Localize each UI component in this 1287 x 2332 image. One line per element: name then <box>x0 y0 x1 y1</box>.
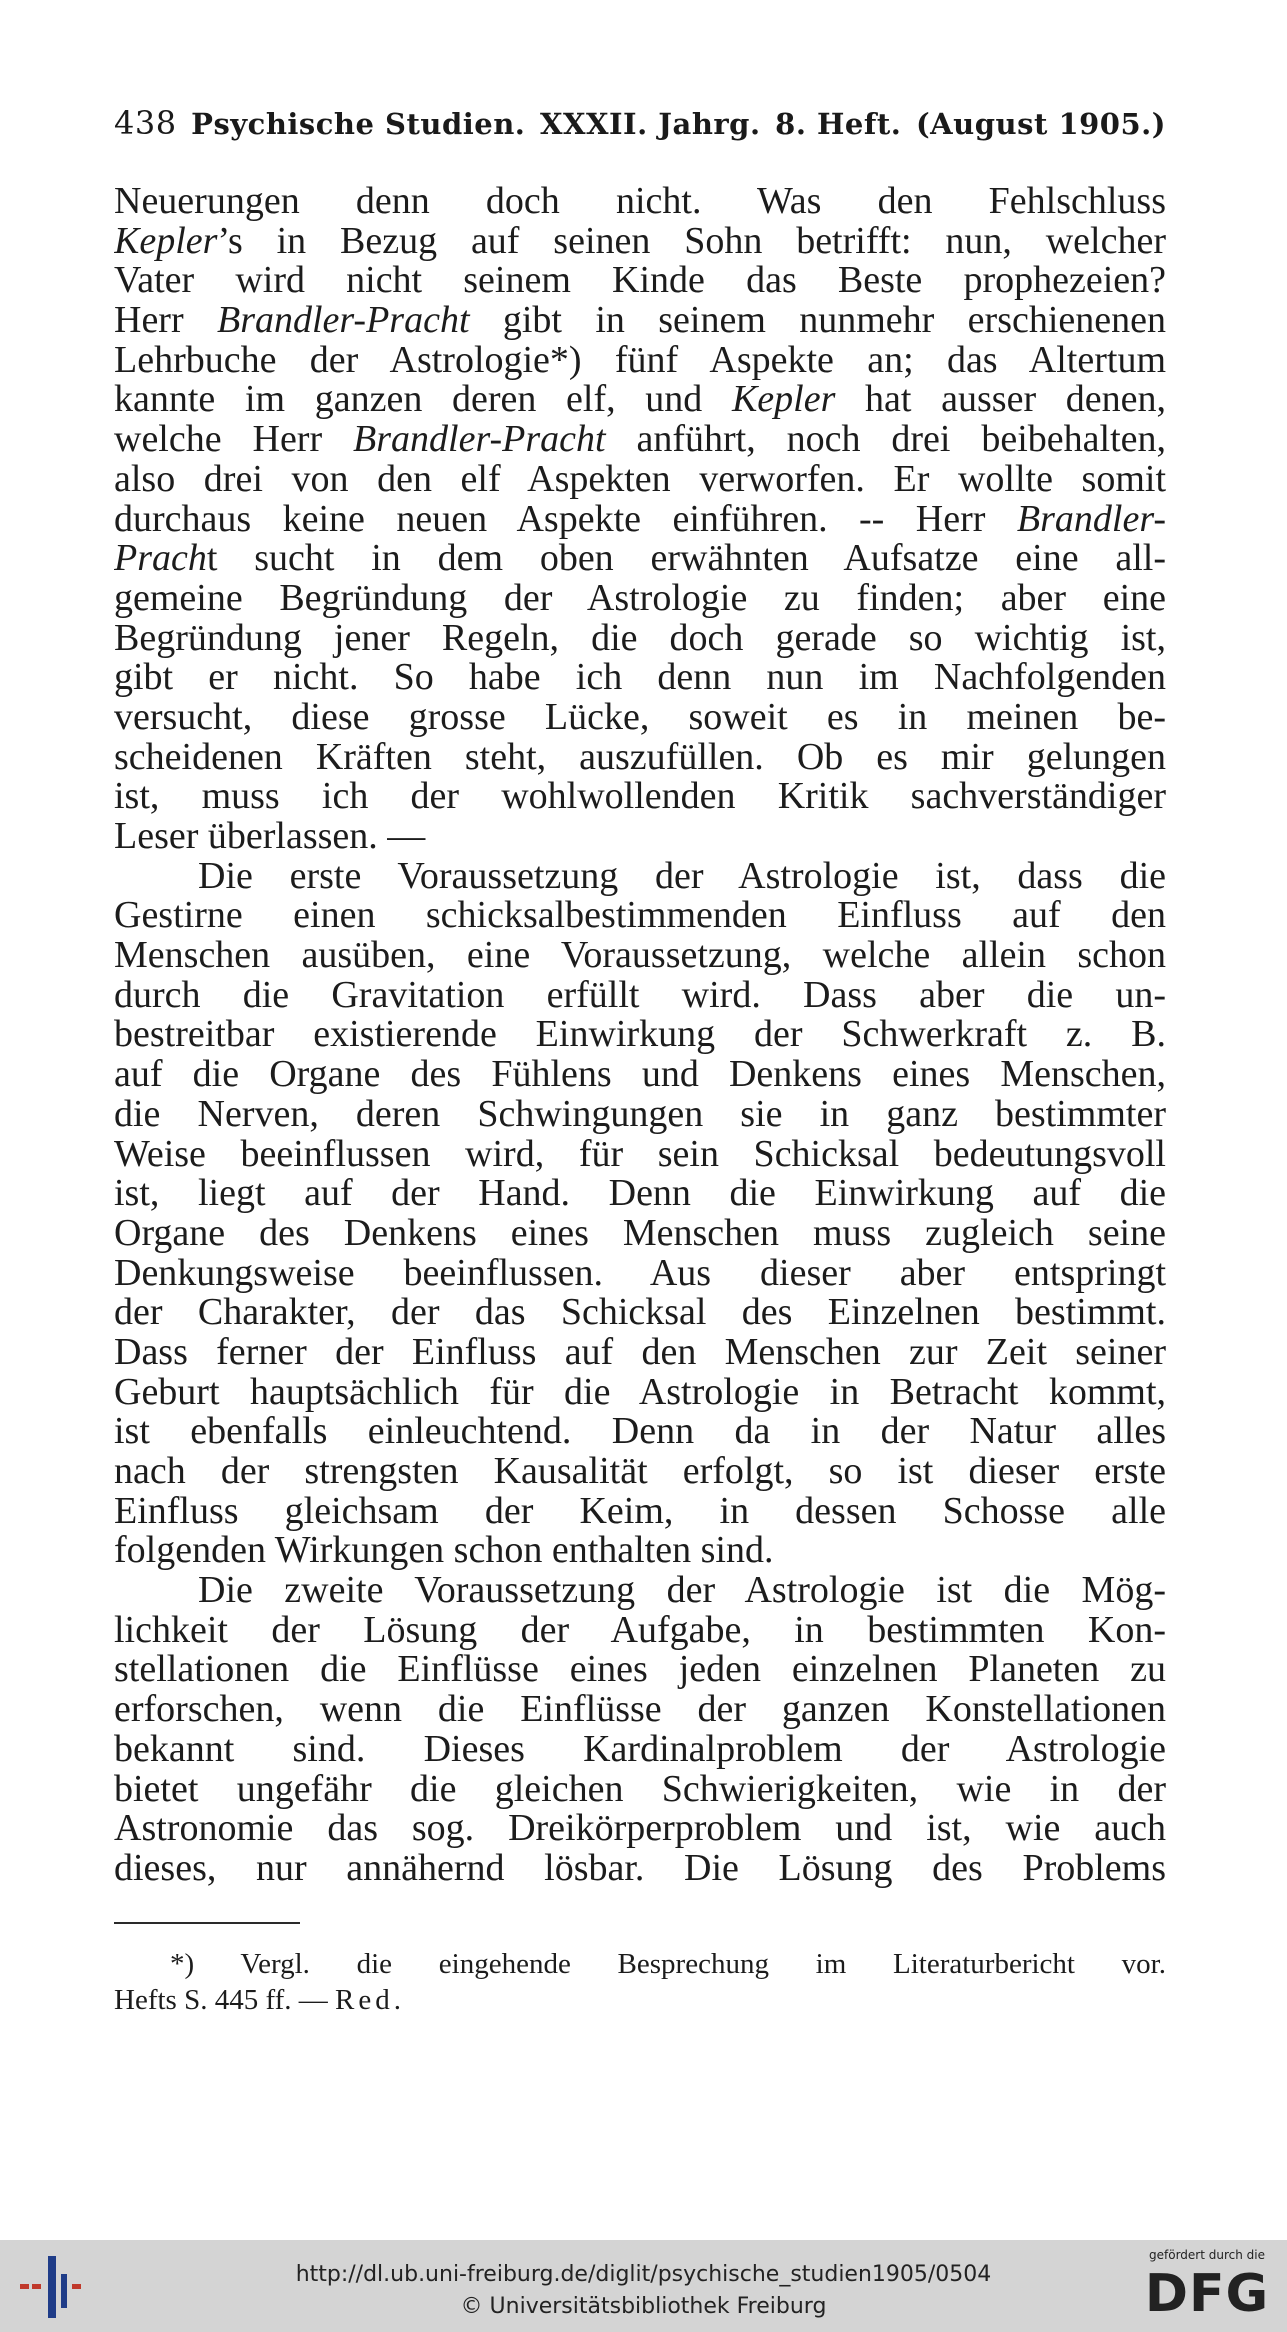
sponsor-caption: gefördert durch die <box>1149 2248 1265 2262</box>
issue-label: 8. Heft. <box>775 107 902 141</box>
text-line: Denkungsweise beeinflussen. Aus dieser aber entspringt <box>114 1253 1166 1294</box>
text-line: ist ebenfalls einleuchtend. Denn da in der Natur alles <box>114 1412 1166 1452</box>
text-line: Neuerungen denn doch nicht. Was den Fehlschluss <box>114 182 1166 222</box>
italic-name: Kepler <box>731 380 836 421</box>
body-text <box>114 182 1166 1889</box>
footnote-line: *) Vergl. die eingehende Besprechung im Literaturbericht vor. <box>170 1948 1166 1980</box>
text-line: ist, muss ich der wohlwollenden Kritik sachverständiger <box>114 777 1166 817</box>
italic-name: Brandler-Pracht <box>216 301 470 341</box>
text-line: Begründung jener Regeln, die doch gerade so wichtig ist, <box>114 618 1166 659</box>
text-line: Dass ferner der Einfluss auf den Menschen zur Zeit seiner <box>114 1332 1166 1373</box>
text-line: folgenden Wirkungen schon enthalten sind. <box>114 1529 774 1572</box>
text-line: auf die Organe des Fühlens und Denkens eines Menschen, <box>114 1055 1166 1095</box>
footnote-line: Hefts S. 445 ff. — Red. <box>114 1984 405 2016</box>
text-line: gemeine Begründung der Astrologie zu finden; aber eine <box>114 578 1166 619</box>
copyright-text: © Universitätsbibliothek Freiburg <box>460 2294 827 2319</box>
text-line: Geburt hauptsächlich für die Astrologie in Betracht kommt, <box>114 1372 1166 1413</box>
text-line: versucht, diese grosse Lücke, soweit es in meinen be- <box>114 697 1166 738</box>
text-line: Weise beeinflussen wird, für sein Schicksal bedeutungsvoll <box>114 1134 1166 1175</box>
text-line: Vater wird nicht seinem Kinde das Beste prophezeien? <box>114 261 1166 302</box>
editor-abbrev: Red. <box>334 1984 405 2016</box>
italic-name: Brandler- <box>1016 499 1166 540</box>
text-line: Lehrbuche der Astrologie*) fünf Aspekte an; das Altertum <box>114 340 1166 381</box>
text-line: welche Herr Brandler-Pracht anführt, noch drei beibehalten, <box>114 420 1166 460</box>
footnote-divider <box>114 1922 300 1924</box>
volume-label: XXXII. Jahrg. <box>539 107 761 141</box>
text-line: Die erste Voraussetzung der Astrologie ist, dass die <box>198 856 1166 897</box>
text-line: scheidenen Kräften steht, auszufüllen. Ob es mir gelungen <box>114 737 1166 778</box>
text-line: Leser überlassen. — <box>114 815 426 857</box>
text-line: Gestirne einen schicksalbestimmenden Einfluss auf den <box>114 896 1166 937</box>
text-line: durch die Gravitation erfüllt wird. Dass aber die un- <box>114 975 1166 1016</box>
text-line: Pracht sucht in dem oben erwähnten Aufsatze eine all- <box>114 539 1166 579</box>
text-line: ist, liegt auf der Hand. Denn die Einwirkung auf die <box>114 1174 1166 1214</box>
text-line: der Charakter, der das Schicksal des Einzelnen bestimmt. <box>114 1293 1166 1333</box>
text-line: Die zweite Voraussetzung der Astrologie ist die Mög- <box>198 1571 1166 1611</box>
text-line: lichkeit der Lösung der Aufgabe, in bestimmten Kon- <box>114 1610 1166 1651</box>
text-line: stellationen die Einflüsse eines jeden einzelnen Planeten zu <box>114 1650 1166 1691</box>
journal-title: Psychische Studien. <box>191 107 526 141</box>
text-line: durchaus keine neuen Aspekte einführen. -- Herr Brandler- <box>114 499 1166 540</box>
text-line: bietet ungefähr die gleichen Schwierigkeiten, wie in der <box>114 1769 1166 1810</box>
source-url-link[interactable]: http://dl.ub.uni-freiburg.de/diglit/psychische_studien1905/0504 <box>295 2262 992 2287</box>
text-line: erforschen, wenn die Einflüsse der ganzen Konstellationen <box>114 1690 1166 1730</box>
page-number: 438 <box>114 104 177 142</box>
text-line: Einfluss gleichsam der Keim, in dessen Schosse alle <box>114 1491 1166 1532</box>
italic-name: Brandler-Pracht <box>353 420 606 460</box>
italic-name: Kepler <box>114 221 218 262</box>
issue-date: (August 1905.) <box>915 107 1166 141</box>
text-line: gibt er nicht. So habe ich denn nun im Nachfolgenden <box>114 658 1166 698</box>
dfg-logo: DFG <box>1144 2264 1270 2324</box>
text-line: bestreitbar existierende Einwirkung der Schwerkraft z. B. <box>114 1015 1166 1056</box>
text-line: nach der strengsten Kausalität erfolgt, so ist dieser erste <box>114 1452 1166 1492</box>
text-line: Herr Brandler-Pracht gibt in seinem nunmehr erschienenen <box>114 301 1166 341</box>
text-line: dieses, nur annähernd lösbar. Die Lösung des Problems <box>114 1848 1166 1889</box>
text-line: die Nerven, deren Schwingungen sie in ganz bestimmter <box>114 1094 1166 1135</box>
text-line: bekannt sind. Dieses Kardinalproblem der Astrologie <box>114 1729 1166 1770</box>
text-line: kannte im ganzen deren elf, und Kepler hat ausser denen, <box>114 380 1166 421</box>
italic-name: Prach <box>114 539 207 579</box>
text-line: Organe des Denkens eines Menschen muss zugleich seine <box>114 1213 1166 1254</box>
running-header <box>114 104 1166 154</box>
text-line: Astronomie das sog. Dreikörperproblem und ist, wie auch <box>114 1809 1166 1849</box>
text-line: also drei von den elf Aspekten verworfen. Er wollte somit <box>114 459 1166 500</box>
library-footer-bar <box>0 2240 1287 2332</box>
text-line: Menschen ausüben, eine Voraussetzung, welche allein schon <box>114 936 1166 976</box>
text-line: Kepler’s in Bezug auf seinen Sohn betrifft: nun, welcher <box>114 221 1166 262</box>
footnote <box>114 1946 1166 2018</box>
